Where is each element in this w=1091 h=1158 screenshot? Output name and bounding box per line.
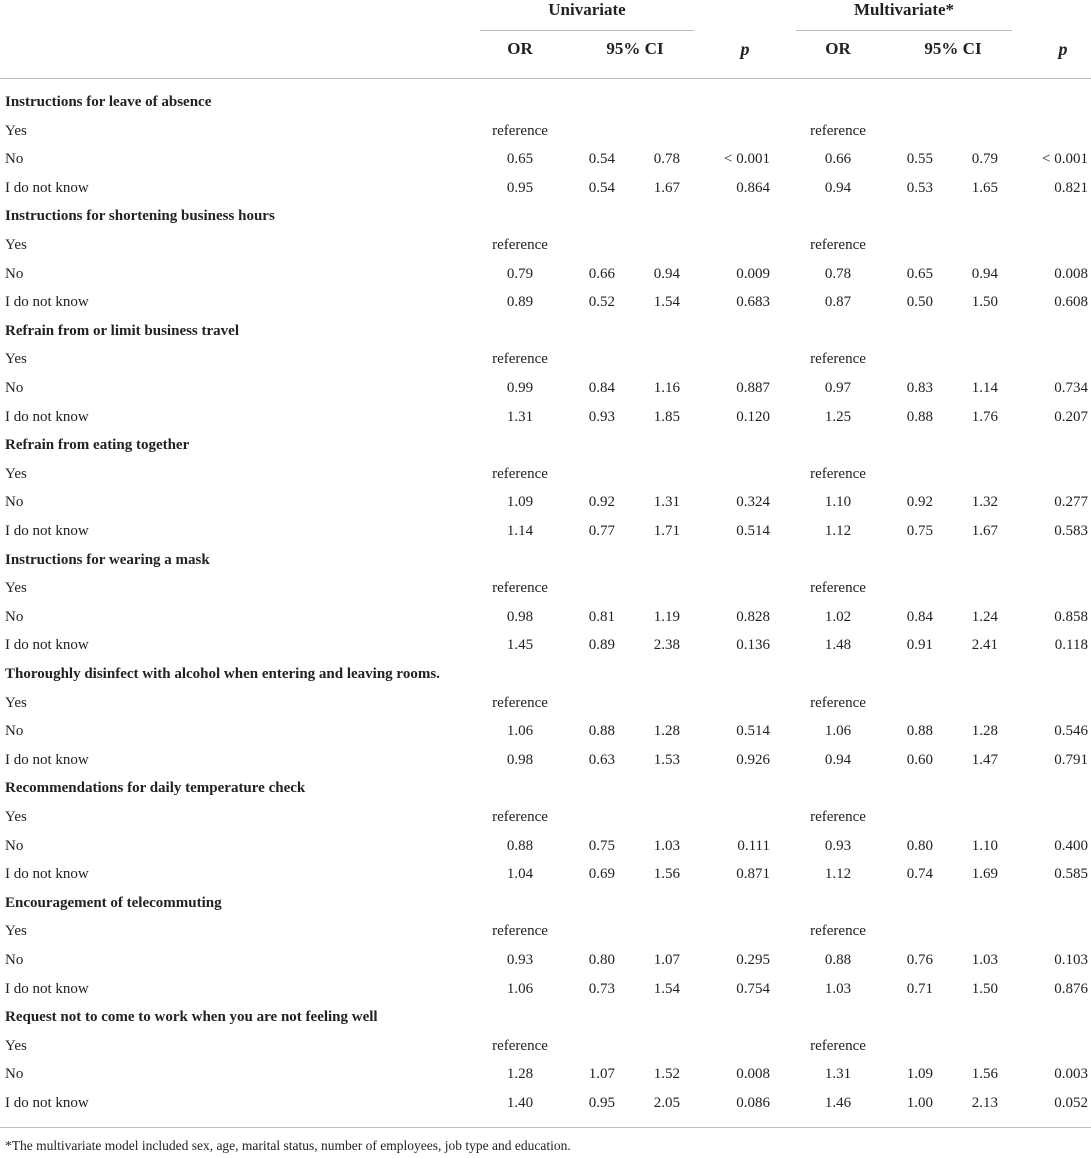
multivariate-p-value: < 0.001 [1042, 151, 1088, 168]
row-label: No [5, 494, 24, 511]
univariate-ci-lower: 0.77 [588, 523, 615, 539]
univariate-header: Univariate [548, 0, 626, 19]
row-label: No [5, 380, 24, 396]
univariate-reference: reference [492, 694, 548, 711]
row-label: No [5, 1066, 24, 1083]
multivariate-ci-upper: 1.69 [971, 866, 998, 883]
multivariate-p-value: 0.277 [1054, 494, 1088, 511]
univariate-reference: reference [492, 122, 548, 139]
univariate-ci-upper: 1.03 [653, 837, 680, 854]
univariate-reference: reference [492, 351, 548, 368]
multivariate-or: 1.10 [824, 494, 852, 511]
multivariate-p-value: 0.821 [1054, 179, 1088, 196]
multivariate-reference: reference [810, 351, 866, 368]
multivariate-ci-lower: 0.80 [906, 837, 933, 854]
section-title: Instructions for wearing a mask [5, 551, 210, 568]
multivariate-or: 1.12 [824, 866, 852, 883]
univariate-p-value: 0.871 [736, 866, 770, 883]
multivariate-ci-upper: 1.56 [971, 1066, 998, 1083]
univariate-p-value: 0.324 [736, 494, 770, 511]
row-label: Yes [5, 1037, 27, 1054]
univariate-p-value: 0.514 [736, 723, 770, 740]
univariate-ci-upper: 2.05 [653, 1095, 680, 1111]
multivariate-or: 1.48 [824, 637, 852, 654]
multivariate-ci-upper: 1.24 [971, 608, 998, 625]
section-title: Recommendations for daily temperature check [5, 780, 306, 797]
univariate-ci-upper: 1.54 [653, 294, 680, 311]
univariate-ci-upper: 1.53 [653, 751, 680, 768]
multivariate-ci-lower: 0.60 [906, 751, 933, 768]
univariate-ci-upper: 1.52 [653, 1066, 680, 1083]
univariate-ci-lower: 0.54 [588, 151, 615, 168]
multivariate-ci-upper: 1.03 [971, 952, 998, 968]
row-label: I do not know [5, 179, 89, 196]
univariate-p-value: 0.754 [736, 980, 770, 997]
univariate-p-value: 0.683 [736, 294, 770, 311]
multivariate-or: 0.97 [824, 380, 852, 396]
multivariate-or: 1.02 [824, 608, 852, 625]
multivariate-ci-lower: 0.65 [906, 265, 933, 282]
multivariate-p-value: 0.008 [1054, 265, 1088, 282]
row-label: I do not know [5, 637, 89, 654]
multivariate-or: 1.03 [824, 980, 852, 997]
univariate-p-value: 0.828 [736, 608, 770, 625]
univariate-ci-lower: 0.63 [588, 751, 615, 768]
multivariate-ci-upper: 1.10 [971, 837, 998, 854]
univariate-ci-lower: 0.80 [588, 952, 615, 968]
univariate-ci-upper: 1.54 [653, 980, 680, 997]
univariate-ci-lower: 0.93 [588, 408, 615, 425]
multivariate-ci-upper: 1.65 [971, 179, 998, 196]
univariate-or: 1.45 [506, 637, 534, 654]
multivariate-ci-upper: 2.13 [971, 1095, 998, 1111]
multivariate-ci-lower: 0.92 [906, 494, 933, 511]
multivariate-ci-lower: 0.74 [906, 866, 933, 883]
multivariate-ci-lower: 0.53 [906, 179, 933, 196]
row-label: No [5, 608, 24, 625]
section-title: Instructions for leave of absence [5, 94, 212, 110]
univariate-or-header: OR [507, 39, 533, 58]
multivariate-or: 1.25 [824, 408, 852, 425]
multivariate-ci-upper: 1.32 [971, 494, 998, 511]
univariate-ci-lower: 0.92 [588, 494, 615, 511]
univariate-ci-lower: 0.84 [588, 380, 615, 396]
univariate-or: 1.06 [506, 980, 534, 997]
multivariate-reference: reference [810, 237, 866, 253]
multivariate-p-value: 0.585 [1054, 866, 1088, 883]
univariate-p-value: 0.120 [736, 408, 770, 425]
row-label: Yes [5, 237, 27, 253]
multivariate-ci-header: 95% CI [924, 39, 982, 58]
univariate-p-value: 0.008 [736, 1066, 770, 1083]
univariate-or: 0.88 [506, 837, 534, 854]
multivariate-reference: reference [810, 122, 866, 139]
row-label: Yes [5, 122, 27, 139]
univariate-or: 0.93 [506, 952, 534, 968]
multivariate-ci-lower: 0.83 [906, 380, 933, 396]
multivariate-ci-upper: 1.14 [971, 380, 998, 396]
univariate-ci-lower: 0.95 [588, 1095, 615, 1111]
multivariate-ci-upper: 1.67 [971, 523, 998, 539]
univariate-or: 0.98 [506, 751, 534, 768]
row-label: No [5, 151, 24, 168]
multivariate-or: 0.88 [824, 952, 852, 968]
multivariate-or: 1.31 [824, 1066, 852, 1083]
univariate-ci-lower: 0.81 [588, 608, 615, 625]
section-title: Encouragement of telecommuting [5, 894, 222, 911]
row-label: No [5, 265, 24, 282]
multivariate-reference: reference [810, 694, 866, 711]
row-label: I do not know [5, 294, 89, 311]
multivariate-reference: reference [810, 580, 866, 597]
multivariate-reference: reference [810, 923, 866, 940]
univariate-p-value: 0.295 [736, 952, 770, 968]
multivariate-p-value: 0.207 [1054, 408, 1088, 425]
header-rule [0, 78, 1091, 79]
multivariate-ci-upper: 0.94 [971, 265, 998, 282]
section-title: Refrain from eating together [5, 437, 190, 454]
univariate-or: 0.65 [506, 151, 534, 168]
univariate-reference: reference [492, 809, 548, 825]
univariate-ci-upper: 1.16 [653, 380, 680, 396]
univariate-ci-lower: 0.69 [588, 866, 615, 883]
multivariate-p-value: 0.858 [1054, 608, 1088, 625]
univariate-p-value: 0.514 [736, 523, 770, 539]
multivariate-reference: reference [810, 1037, 866, 1054]
univariate-ci-upper: 1.56 [653, 866, 680, 883]
row-label: Yes [5, 923, 27, 940]
univariate-p-value: 0.926 [736, 751, 770, 768]
univariate-reference: reference [492, 923, 548, 940]
univariate-p-value: < 0.001 [724, 151, 770, 168]
row-label: Yes [5, 809, 27, 825]
multivariate-or: 1.06 [824, 723, 852, 740]
multivariate-p-value: 0.400 [1054, 837, 1088, 854]
multivariate-p-value: 0.003 [1054, 1066, 1088, 1083]
univariate-ci-lower: 0.73 [588, 980, 615, 997]
univariate-or: 0.99 [506, 380, 534, 396]
multivariate-or: 0.66 [824, 151, 852, 168]
multivariate-header: Multivariate* [853, 0, 955, 19]
univariate-or: 0.95 [506, 179, 534, 196]
multivariate-reference: reference [810, 809, 866, 825]
univariate-p-value: 0.009 [736, 265, 770, 282]
multivariate-ci-lower: 1.09 [906, 1066, 933, 1083]
bottom-rule [0, 1127, 1091, 1128]
multivariate-p-value: 0.791 [1054, 751, 1088, 768]
multivariate-p-value: 0.546 [1054, 723, 1088, 740]
univariate-reference: reference [492, 580, 548, 597]
multivariate-ci-lower: 0.76 [906, 952, 933, 968]
univariate-reference: reference [492, 1037, 548, 1054]
univariate-ci-upper: 1.85 [653, 408, 680, 425]
row-label: Yes [5, 465, 27, 482]
multivariate-or: 1.46 [824, 1095, 852, 1111]
univariate-ci-upper: 1.28 [653, 723, 680, 740]
row-label: No [5, 723, 24, 740]
multivariate-ci-lower: 0.84 [906, 608, 933, 625]
univariate-ci-lower: 1.07 [588, 1066, 615, 1083]
multivariate-ci-lower: 0.75 [906, 523, 933, 539]
univariate-ci-upper: 1.71 [653, 523, 680, 539]
multivariate-or: 0.78 [824, 265, 852, 282]
row-label: No [5, 837, 24, 854]
univariate-p-value: 0.111 [737, 837, 770, 854]
multivariate-or: 0.94 [824, 179, 852, 196]
univariate-ci-upper: 1.07 [653, 952, 680, 968]
row-label: I do not know [5, 1095, 89, 1111]
univariate-ci-upper: 2.38 [653, 637, 680, 654]
multivariate-underline [796, 30, 1012, 31]
univariate-p-value: 0.086 [736, 1095, 770, 1111]
row-label: Yes [5, 694, 27, 711]
multivariate-or: 0.87 [824, 294, 852, 311]
univariate-or: 0.79 [506, 265, 534, 282]
multivariate-ci-upper: 1.28 [971, 723, 998, 740]
univariate-ci-upper: 0.78 [653, 151, 680, 168]
row-label: I do not know [5, 751, 89, 768]
multivariate-or-header: OR [825, 39, 851, 58]
multivariate-p-value: 0.103 [1054, 952, 1088, 968]
row-label: Yes [5, 580, 27, 597]
row-label: No [5, 952, 24, 968]
multivariate-ci-lower: 1.00 [906, 1095, 933, 1111]
section-title: Request not to come to work when you are not feeling well [5, 1009, 378, 1026]
multivariate-ci-lower: 0.88 [906, 408, 933, 425]
univariate-ci-lower: 0.75 [588, 837, 615, 854]
univariate-or: 0.98 [506, 608, 534, 625]
row-label: I do not know [5, 408, 89, 425]
multivariate-ci-lower: 0.91 [906, 637, 933, 654]
multivariate-or: 0.93 [824, 837, 852, 854]
multivariate-or: 0.94 [824, 751, 852, 768]
univariate-or: 1.31 [506, 408, 534, 425]
section-title: Refrain from or limit business travel [5, 322, 240, 339]
univariate-or: 1.14 [506, 523, 534, 539]
univariate-ci-lower: 0.88 [588, 723, 615, 740]
univariate-or: 1.06 [506, 723, 534, 740]
multivariate-p-value: 0.876 [1054, 980, 1088, 997]
univariate-ci-lower: 0.89 [588, 637, 615, 654]
univariate-or: 1.28 [506, 1066, 534, 1083]
row-label: I do not know [5, 980, 89, 997]
univariate-ci-lower: 0.52 [588, 294, 615, 311]
multivariate-p-value: 0.583 [1054, 523, 1088, 539]
univariate-reference: reference [492, 237, 548, 253]
multivariate-ci-lower: 0.88 [906, 723, 933, 740]
univariate-underline [480, 30, 694, 31]
univariate-reference: reference [492, 465, 548, 482]
univariate-or: 1.40 [506, 1095, 534, 1111]
univariate-ci-upper: 1.67 [653, 179, 680, 196]
univariate-ci-lower: 0.66 [588, 265, 615, 282]
univariate-p-value: 0.136 [736, 637, 770, 654]
univariate-ci-header: 95% CI [606, 39, 664, 58]
univariate-or: 1.09 [506, 494, 534, 511]
univariate-ci-upper: 0.94 [653, 265, 680, 282]
footnote: *The multivariate model included sex, age, marital status, number of employees, job type and education. [5, 1138, 571, 1153]
row-label: Yes [5, 351, 27, 368]
univariate-ci-lower: 0.54 [588, 179, 615, 196]
multivariate-ci-lower: 0.71 [906, 980, 933, 997]
univariate-p-value: 0.887 [736, 380, 770, 396]
multivariate-ci-upper: 0.79 [971, 151, 998, 168]
multivariate-ci-upper: 1.50 [971, 294, 998, 311]
multivariate-ci-upper: 2.41 [971, 637, 998, 654]
multivariate-ci-upper: 1.47 [971, 751, 998, 768]
multivariate-ci-upper: 1.76 [971, 408, 998, 425]
multivariate-p-value: 0.052 [1054, 1095, 1088, 1111]
section-title: Instructions for shortening business hours [5, 208, 275, 225]
multivariate-p-header: p [1058, 39, 1068, 59]
multivariate-ci-lower: 0.55 [906, 151, 933, 168]
univariate-or: 0.89 [506, 294, 534, 311]
multivariate-p-value: 0.118 [1054, 637, 1088, 654]
multivariate-or: 1.12 [824, 523, 852, 539]
multivariate-p-value: 0.608 [1054, 294, 1088, 311]
univariate-p-value: 0.864 [736, 179, 770, 196]
multivariate-p-value: 0.734 [1054, 380, 1088, 396]
univariate-ci-upper: 1.31 [653, 494, 680, 511]
multivariate-reference: reference [810, 465, 866, 482]
section-title: Thoroughly disinfect with alcohol when entering and leaving rooms. [5, 666, 440, 682]
multivariate-ci-upper: 1.50 [971, 980, 998, 997]
univariate-ci-upper: 1.19 [653, 608, 680, 625]
row-label: I do not know [5, 523, 89, 539]
multivariate-ci-lower: 0.50 [906, 294, 933, 311]
row-label: I do not know [5, 866, 89, 883]
univariate-or: 1.04 [506, 866, 534, 883]
univariate-p-header: p [740, 39, 750, 59]
